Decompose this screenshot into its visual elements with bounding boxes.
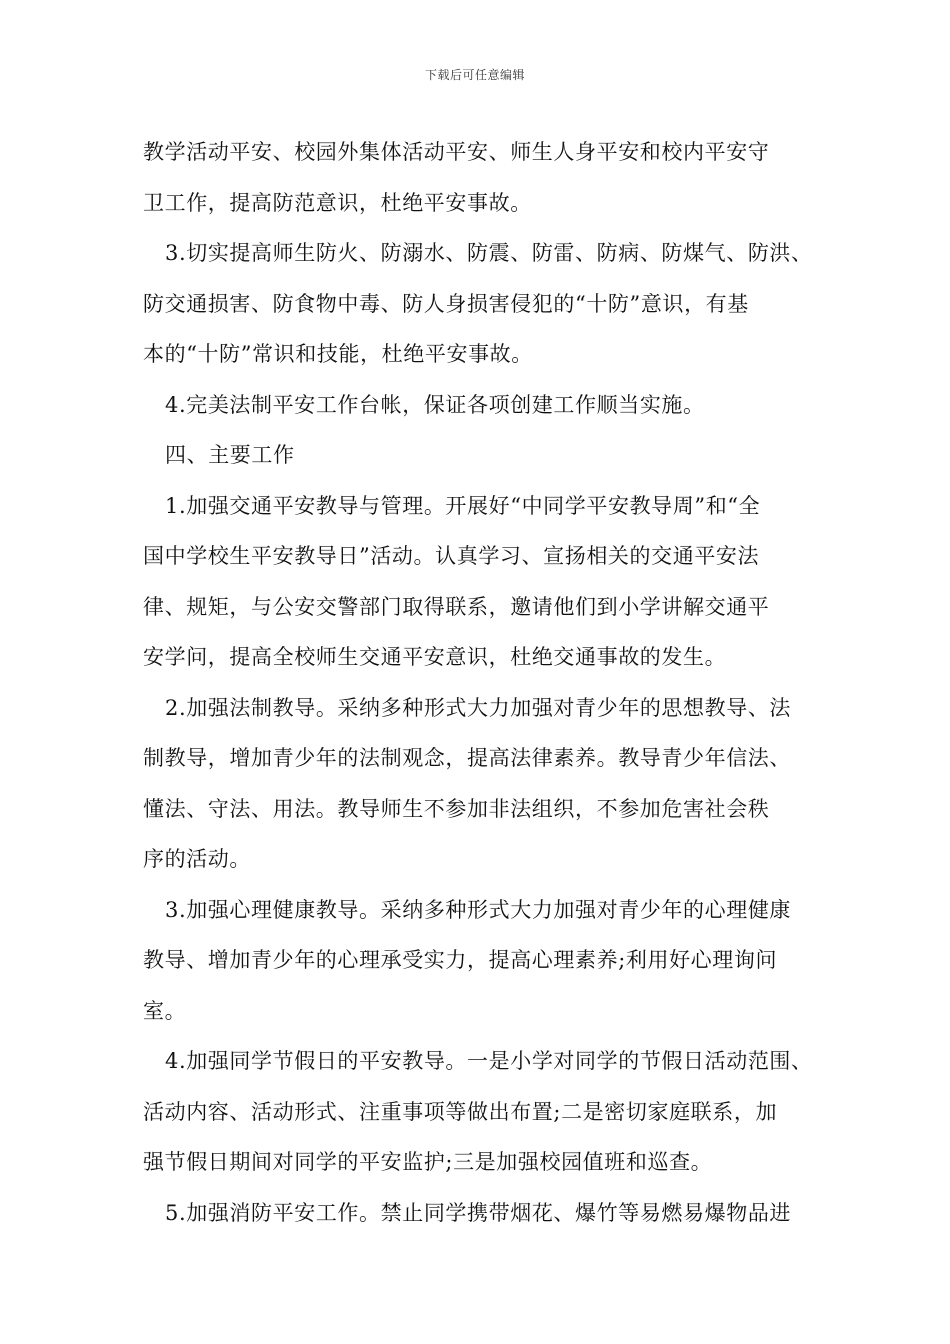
text-line: 2.加强法制教导。采纳多种形式大力加强对青少年的思想教导、法 xyxy=(165,695,792,720)
text-line: 1.加强交通平安教导与管理。开展好“中同学平安教导周”和“全 xyxy=(165,493,761,518)
text-line: 活动内容、活动形式、注重事项等做出布置;二是密切家庭联系，加 xyxy=(143,1099,778,1124)
text-line: 律、规矩，与公安交警部门取得联系，邀请他们到小学讲解交通平 xyxy=(143,594,770,619)
text-line: 4.加强同学节假日的平安教导。一是小学对同学的节假日活动范围、 xyxy=(165,1049,813,1073)
text-line: 本的“十防”常识和技能，杜绝平安事故。 xyxy=(143,342,533,366)
page-header: 下载后可任意编辑 xyxy=(424,68,525,82)
text-line: 卫工作，提高防范意识，杜绝平安事故。 xyxy=(143,190,532,215)
text-line: 5.加强消防平安工作。禁止同学携带烟花、爆竹等易燃易爆物品进 xyxy=(165,1200,792,1225)
text-line: 室。 xyxy=(143,998,187,1023)
text-line: 序的活动。 xyxy=(143,847,251,871)
text-line: 4.完美法制平安工作台帐，保证各项创建工作顺当实施。 xyxy=(165,392,705,417)
text-line: 3.切实提高师生防火、防溺水、防震、防雷、防病、防煤气、防洪、 xyxy=(165,241,813,265)
text-line: 安学问，提高全校师生交通平安意识，杜绝交通事故的发生。 xyxy=(143,645,727,669)
document-body xyxy=(143,127,833,1238)
text-line: 教导、增加青少年的心理承受实力，提高心理素养;利用好心理询问 xyxy=(143,948,778,972)
text-line: 四、主要工作 xyxy=(165,443,295,467)
text-line: 制教导，增加青少年的法制观念，提高法律素养。教导青少年信法、 xyxy=(143,746,791,770)
text-line: 强节假日期间对同学的平安监护;三是加强校园值班和巡查。 xyxy=(143,1150,713,1174)
text-line: 懂法、守法、用法。教导师生不参加非法组织，不参加危害社会秩 xyxy=(143,796,770,821)
text-line: 国中学校生平安教导日”活动。认真学习、宣扬相关的交通平安法 xyxy=(143,544,760,568)
text-line: 教学活动平安、校园外集体活动平安、师生人身平安和校内平安守 xyxy=(143,140,770,164)
text-line: 防交通损害、防食物中毒、防人身损害侵犯的“十防”意识，有基 xyxy=(143,291,749,316)
text-line: 3.加强心理健康教导。采纳多种形式大力加强对青少年的心理健康 xyxy=(165,897,792,922)
